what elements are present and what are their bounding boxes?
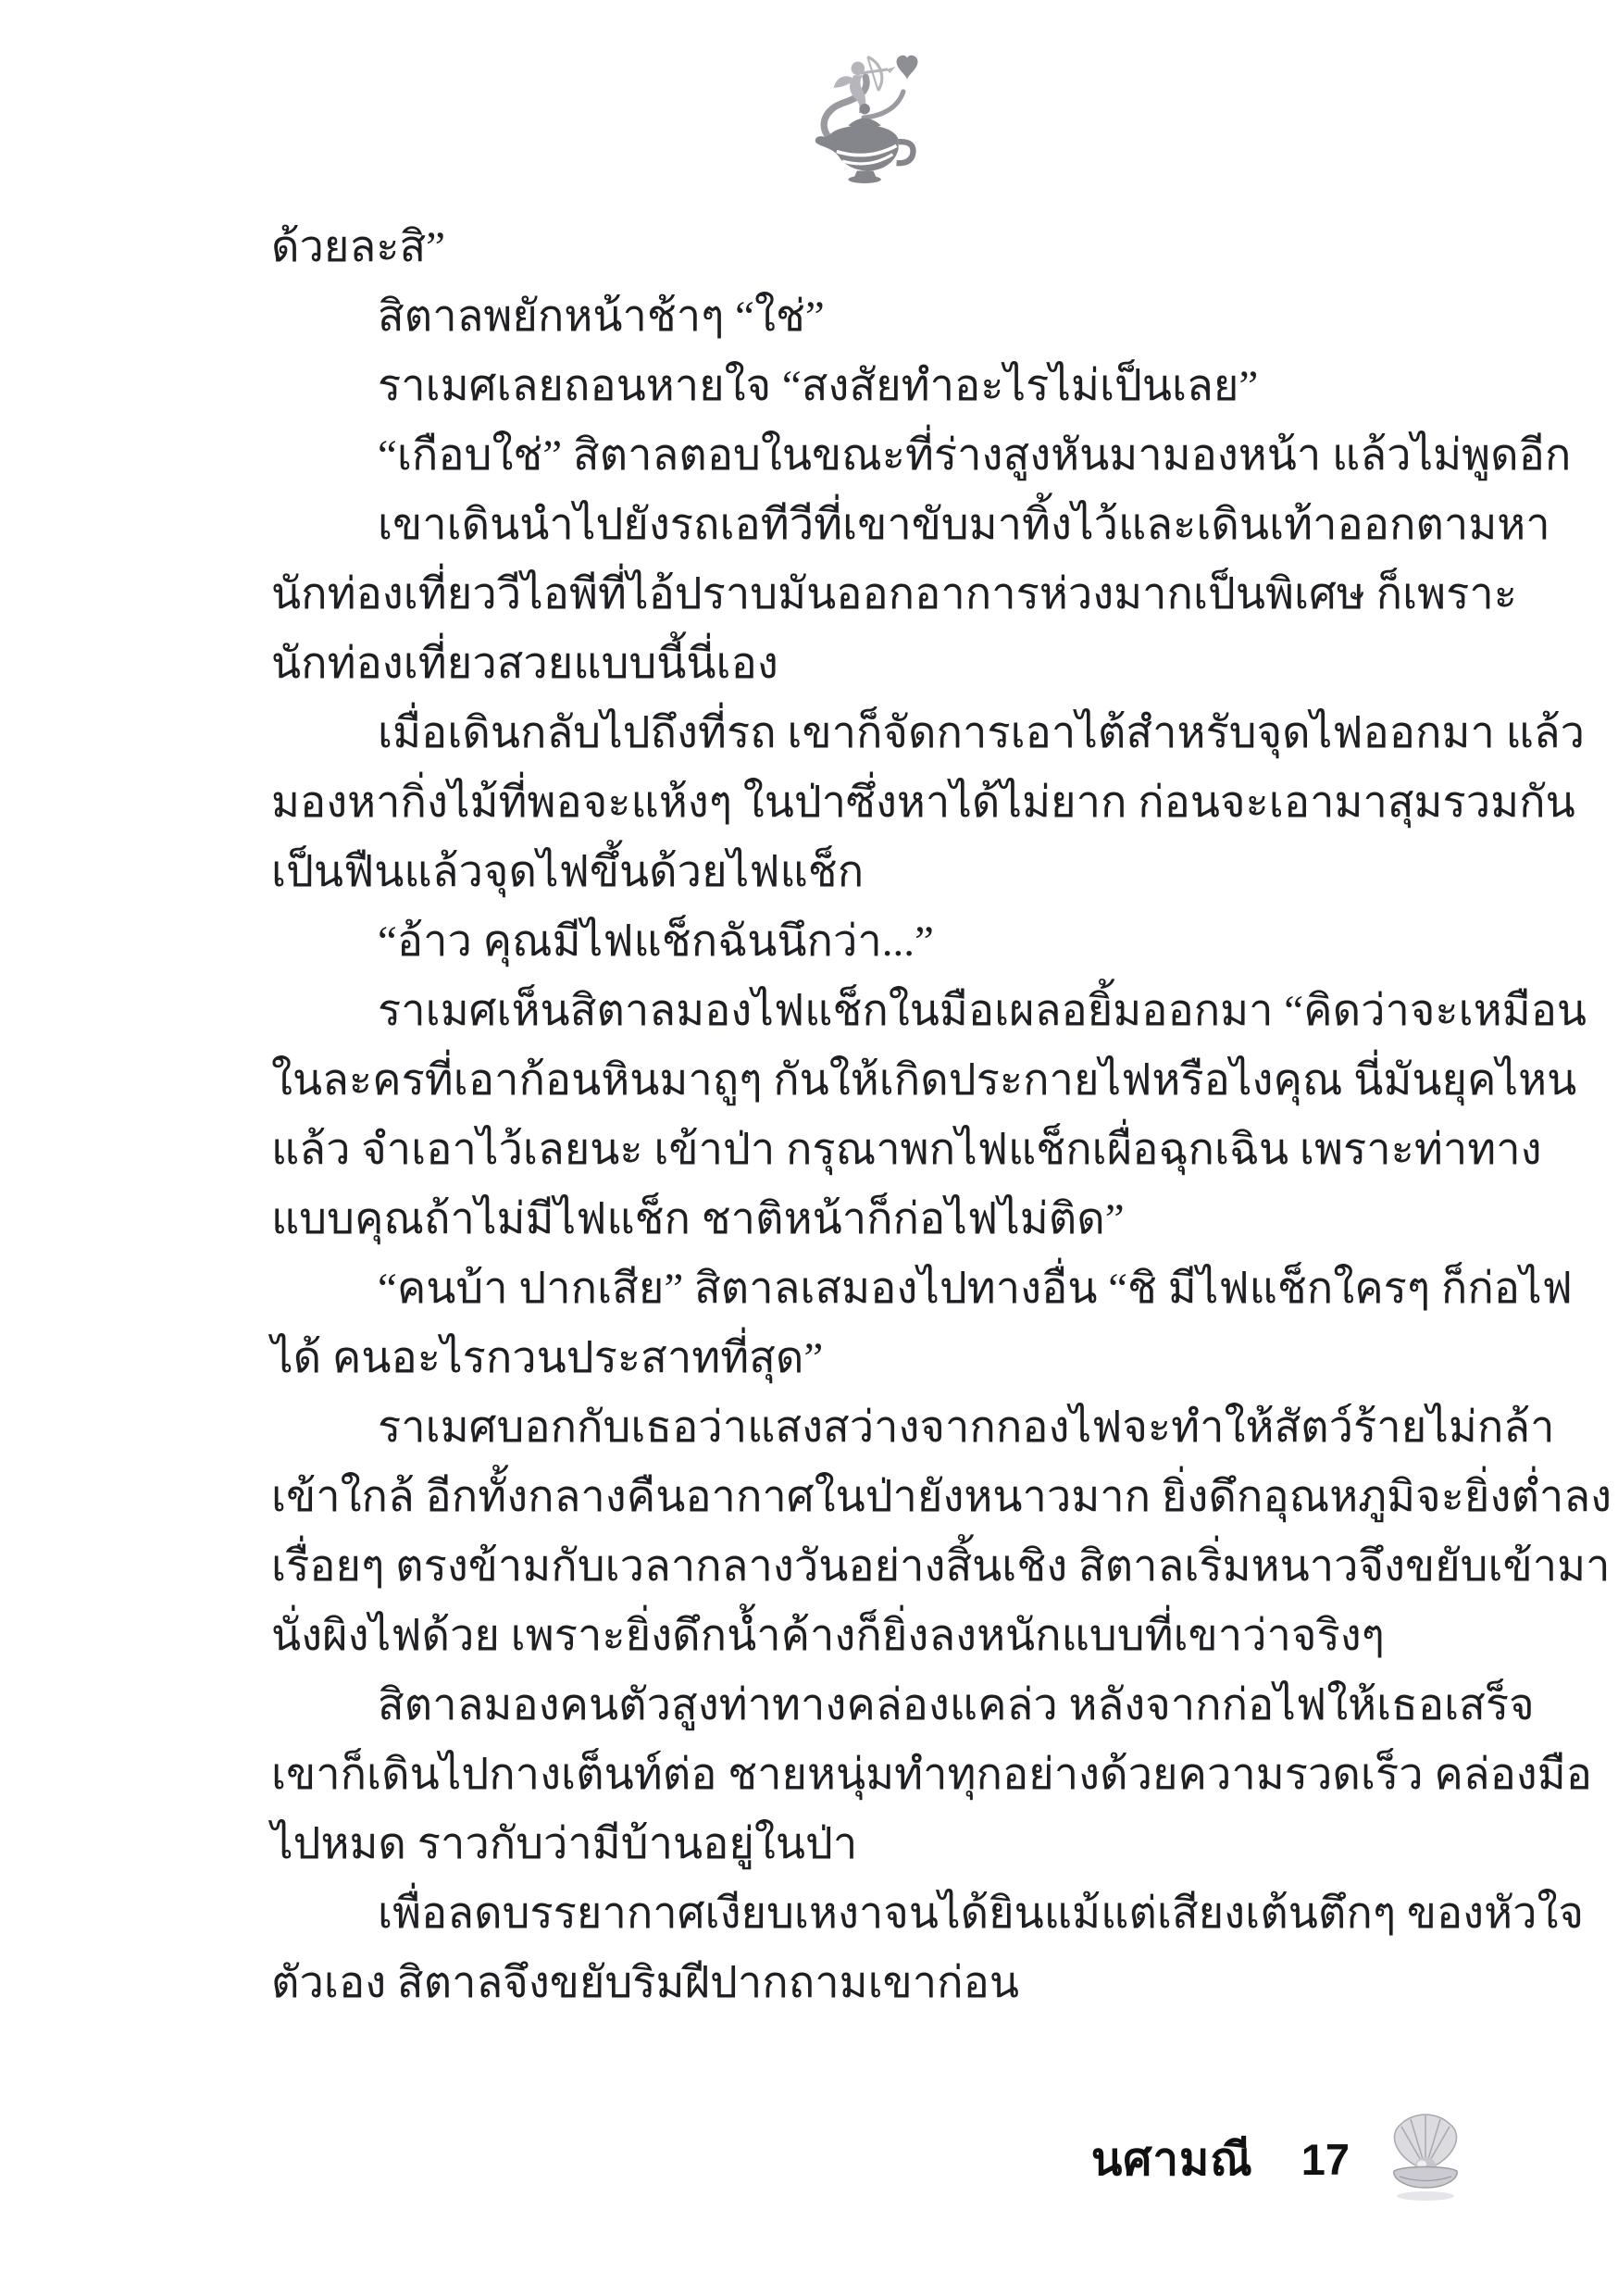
paragraph: [271, 352, 1458, 421]
text-line: เรื่อยๆ ตรงข้ามกับเวลากลางวันอย่างสิ้นเชิง สิตาลเริ่มหนาวจึงขยับเข้ามา: [271, 1542, 1611, 1591]
text-line: เมื่อเดินกลับไปถึงที่รถ เขาก็จัดการเอาไต้สำหรับจุดไฟออกมา แล้ว: [378, 709, 1586, 757]
text-line: เพื่อลดบรรยากาศเงียบเหงาจนได้ยินแม้แต่เสียงเต้นตึกๆ ของหัวใจ: [378, 1890, 1584, 1938]
text-line: ราเมศเลยถอนหายใจ “สงสัยทำอะไรไม่เป็นเลย”: [378, 362, 1259, 410]
text-line: ไปหมด ราวกับว่ามีบ้านอยู่ในป่า: [271, 1820, 858, 1868]
running-title: นศามณี: [1090, 2135, 1253, 2185]
text-line: ราเมศเห็นสิตาลมองไฟแช็กในมือเผลอยิ้มออกมา “คิดว่าจะเหมือน: [378, 987, 1587, 1035]
paragraph: [271, 1254, 1573, 1393]
paragraph: [271, 1671, 1592, 1879]
paragraph: [271, 491, 1550, 699]
paragraph: [271, 213, 1458, 282]
text-line: แบบคุณถ้าไม่มีไฟแช็ก ชาติหน้าก็ก่อไฟไม่ติด”: [271, 1195, 1125, 1243]
paragraph: [271, 1879, 1584, 2018]
cupid-lamp-icon: [803, 48, 920, 183]
text-line: ในละครที่เอาก้อนหินมาถูๆ กันให้เกิดประกายไฟหรือไงคุณ นี่มันยุคไหน: [271, 1056, 1577, 1104]
text-line: ด้วยละสิ”: [271, 223, 446, 271]
text-line: สิตาลพยักหน้าช้าๆ “ใช่”: [378, 293, 825, 341]
paragraph: [271, 907, 1458, 977]
text-line: นักท่องเที่ยววีไอพีที่ไอ้ปราบมันออกอาการห่วงมากเป็นพิเศษ ก็เพราะ: [271, 570, 1518, 618]
text-line: ราเมศบอกกับเธอว่าแสงสว่างจากกองไฟจะทำให้สัตว์ร้ายไม่กล้า: [378, 1404, 1555, 1452]
text-line: เขาเดินนำไปยังรถเอทีวีที่เขาขับมาทิ้งไว้และเดินเท้าออกตามหา: [378, 501, 1550, 549]
text-line: เข้าใกล้ อีกทั้งกลางคืนอากาศในป่ายังหนาวมาก ยิ่งดึกอุณหภูมิจะยิ่งต่ำลง: [271, 1473, 1612, 1521]
page-number: 17: [1301, 2134, 1350, 2184]
text-line: นักท่องเที่ยวสวยแบบนี้นี่เอง: [271, 640, 778, 688]
paragraph: [271, 282, 1458, 352]
paragraph: [271, 977, 1587, 1254]
text-line: เป็นฟืนแล้วจุดไฟขึ้นด้วยไฟแช็ก: [271, 848, 865, 896]
paragraph: [271, 1393, 1612, 1671]
text-line: เขาก็เดินไปกางเต็นท์ต่อ ชายหนุ่มทำทุกอย่างด้วยความรวดเร็ว คล่องมือ: [271, 1751, 1592, 1799]
text-line: นั่งผิงไฟด้วย เพราะยิ่งดึกน้ำค้างก็ยิ่งลงหนักแบบที่เขาว่าจริงๆ: [271, 1612, 1385, 1660]
text-line: “เกือบใช่” สิตาลตอบในขณะที่ร่างสูงหันมามองหน้า แล้วไม่พูดอีก: [378, 431, 1572, 480]
cupid-genie-lamp-ornament: [803, 48, 920, 183]
text-line: “อ้าว คุณมีไฟแช็กฉันนึกว่า...”: [378, 917, 934, 966]
paragraph: [271, 699, 1586, 907]
text-line: ได้ คนอะไรกวนประสาทที่สุด”: [271, 1334, 824, 1382]
text-line: ตัวเอง สิตาลจึงขยับริมฝีปากถามเขาก่อน: [271, 1959, 1019, 2007]
text-line: “คนบ้า ปากเสีย” สิตาลเสมองไปทางอื่น “ชิ มีไฟแช็กใครๆ ก็ก่อไฟ: [378, 1265, 1573, 1313]
text-body: [271, 213, 1612, 2018]
text-line: สิตาลมองคนตัวสูงท่าทางคล่องแคล่ว หลังจากก่อไฟให้เธอเสร็จ: [378, 1681, 1535, 1729]
pearl-shell-icon: [1377, 2113, 1474, 2205]
text-line: แล้ว จำเอาไว้เลยนะ เข้าป่า กรุณาพกไฟแช็กเผื่อฉุกเฉิน เพราะท่าทาง: [271, 1126, 1542, 1174]
text-line: มองหากิ่งไม้ที่พอจะแห้งๆ ในป่าซึ่งหาได้ไม่ยาก ก่อนจะเอามาสุมรวมกัน: [271, 779, 1575, 827]
paragraph: [271, 421, 1572, 491]
page-footer: [1091, 2113, 1474, 2205]
